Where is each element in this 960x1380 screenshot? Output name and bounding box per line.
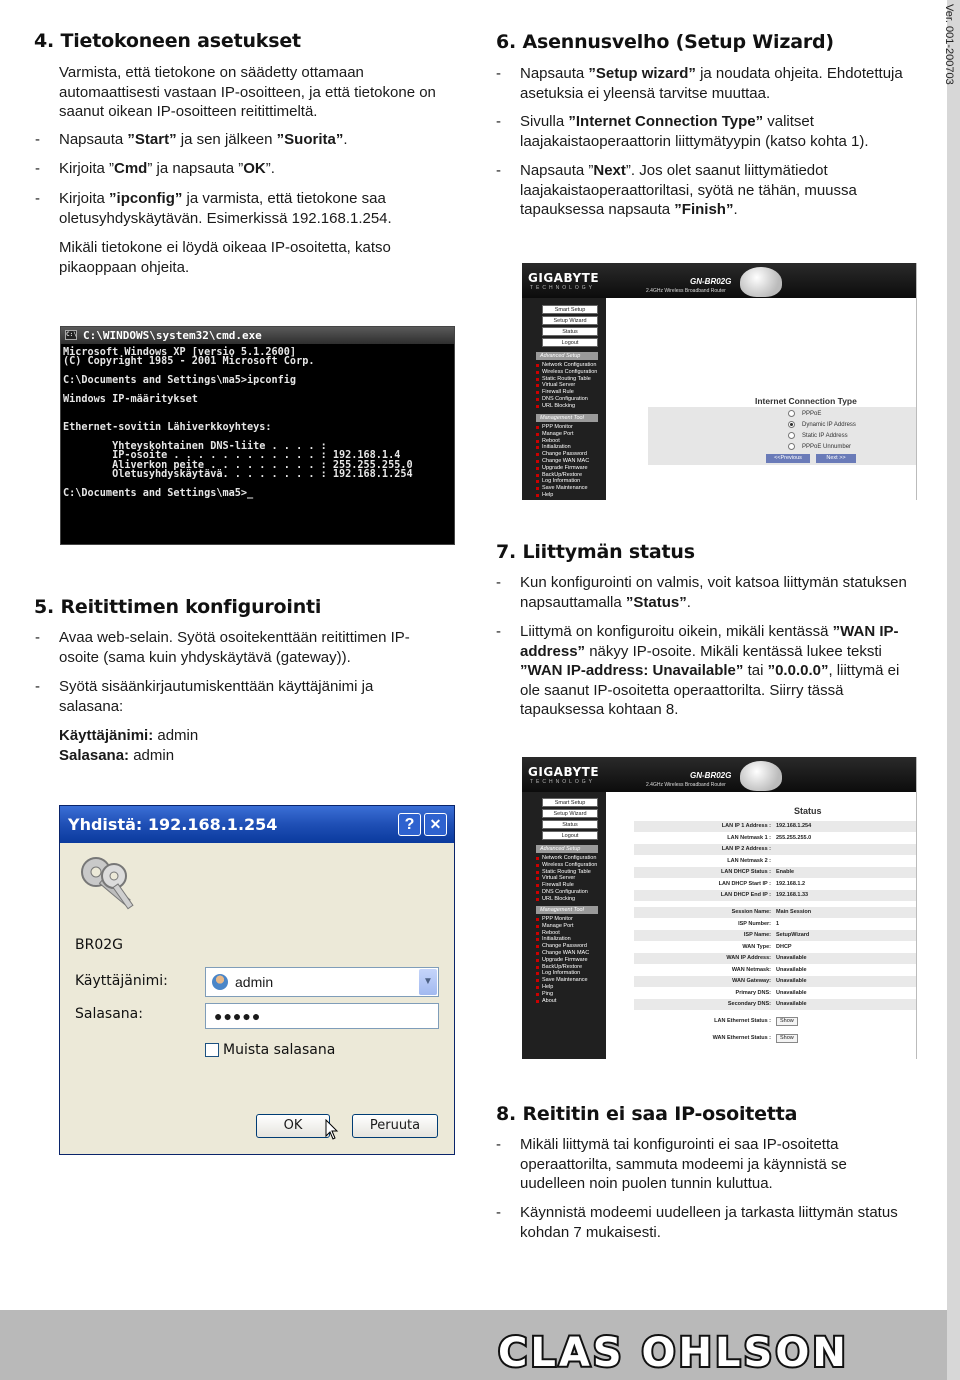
status-row (634, 953, 916, 964)
section-8-title: 8. Reititin ei saa IP-osoitetta (496, 1103, 798, 1125)
status-key: LAN IP 1 Address : (721, 823, 771, 829)
section-8-step-2: - Käynnistä modeemi uudelleen ja tarkasta liittymän status kohdan 7 mukaisesti. (496, 1204, 898, 1241)
management-tool-item[interactable]: Change Password (536, 451, 589, 458)
status-title: Status (794, 806, 822, 816)
management-tool-list (536, 916, 589, 1004)
radio-dynamic-ip[interactable]: Dynamic IP Address (788, 421, 856, 428)
radio-static-ip[interactable]: Static IP Address (788, 432, 848, 439)
section-6-step-2: - Sivulla ”Internet Connection Type” valitset laajakaistaoperaattorin liittymätyypin (katso kohta 1). (496, 113, 869, 150)
nav-status[interactable]: Status (542, 820, 598, 829)
status-row (634, 867, 916, 878)
management-tool-header: Management Tool (536, 414, 598, 422)
status-key: Primary DNS: (735, 989, 771, 996)
section-4-step-2: - Kirjoita ”Cmd” ja napsauta ”OK”. (35, 160, 275, 177)
router-status-screenshot (522, 757, 917, 1059)
status-value: SetupWizard (776, 932, 810, 938)
management-tool-item[interactable]: Manage Port (536, 923, 589, 930)
status-key: Secondary DNS: (727, 1001, 771, 1007)
status-value: 192.168.1.33 (776, 892, 809, 898)
section-8-step-1: - Mikäli liittymä tai konfigurointi ei saa IP-osoitetta operaattorilta, sammuta modeemi ja käynnistä se uudelleen noin puolen tunnin kuluttua. (496, 1136, 847, 1192)
close-button[interactable]: ✕ (424, 813, 447, 836)
brand-subtitle: TECHNOLOGY (530, 779, 596, 785)
credential-password: Salasana: admin (59, 747, 175, 764)
status-key: WAN Netmask: (731, 966, 771, 973)
router-model: GN-BR02G (690, 277, 732, 286)
router-header (522, 263, 916, 298)
next-button[interactable]: Next >> (816, 454, 856, 463)
management-tool-item[interactable]: Initialization (536, 444, 589, 451)
status-row (634, 844, 916, 855)
ict-title: Internet Connection Type (755, 396, 857, 406)
management-tool-list (536, 424, 589, 499)
advanced-setup-item[interactable]: Network Configuration (536, 362, 597, 369)
password-label: Salasana: (75, 1006, 143, 1022)
status-value: Main Session (776, 909, 812, 915)
ok-button[interactable]: OK (256, 1114, 330, 1138)
advanced-setup-item[interactable]: DNS Configuration (536, 889, 597, 896)
section-5-title: 5. Reitittimen konfigurointi (34, 596, 322, 618)
status-row (634, 942, 916, 953)
status-value: Unavailable (776, 989, 807, 996)
cmd-titlebar: C:\ C:\WINDOWS\system32\cmd.exe (61, 327, 454, 344)
management-tool-item[interactable]: PPP Monitor (536, 916, 589, 923)
status-value: Unavailable (776, 978, 807, 984)
nav-setup-wizard[interactable]: Setup Wizard (542, 809, 598, 818)
advanced-setup-item[interactable]: DNS Configuration (536, 396, 597, 403)
section-4-step-1: - Napsauta ”Start” ja sen jälkeen ”Suorita”. (35, 131, 348, 148)
previous-button[interactable]: <<Previous (766, 454, 810, 463)
section-4-title: 4. Tietokoneen asetukset (34, 30, 301, 52)
status-row (634, 930, 916, 941)
section-5-step-1: - Avaa web-selain. Syötä osoitekenttään reitittimen IP-osoite (sama kuin yhdyskäytävä (gateway)). (35, 629, 410, 666)
section-6-step-1: - Napsauta ”Setup wizard” ja noudata ohjeita. Ehdotettuja asetuksia ei yleensä tarvitse muuttaa. (496, 65, 903, 102)
cancel-button[interactable]: Peruuta (352, 1114, 438, 1138)
username-value: admin (235, 974, 274, 990)
section-7-step-2: - Liittymä on konfiguroitu oikein, mikäli kentässä ”WAN IP-address” näkyy IP-osoite. Mikäli kentässä lukee teksti ”WAN IP-address: Unavailable” tai ”0.0.0.0”, liittymä ei ole saanut IP-osoitetta operaattorilta. Siirry tässä tapauksessa kohtaan 8. (496, 623, 900, 718)
status-row (634, 856, 916, 867)
version-text: Ver. 001-200703 (943, 4, 955, 85)
advanced-setup-item[interactable]: Wireless Configuration (536, 369, 597, 376)
router-model-subtitle: 2.4GHz Wireless Broadband Router (646, 288, 726, 294)
management-tool-item[interactable]: Log Information (536, 970, 589, 977)
status-key: ISP Name: (743, 932, 771, 938)
management-tool-item[interactable]: Reboot (536, 438, 589, 445)
router-device-image (740, 267, 782, 297)
login-titlebar (60, 806, 454, 843)
credential-username: Käyttäjänimi: admin (59, 727, 199, 744)
cmd-output: Microsoft Windows XP [versio 5.1.2600] (C) Copyright 1985 - 2001 Microsoft Corp. C:\Documents and Settings\ma5>ipconfig Windows IP-määritykset Ethernet-sovitin Lähiverkkoyhteys: Yhteyskohtainen DNS-liite . . . . : IP-osoite . . . . . . . . . . . . : 192.168.1.4 Aliverkon peite . . . . . . . . . : 255.255.255.0 Oletusyhdyskäytävä. . . . . . . . : 192.168.1.254 C:\Documents and Settings\ma5>_ (63, 347, 413, 500)
login-title: Yhdistä: 192.168.1.254 (68, 815, 278, 834)
status-row (634, 879, 916, 890)
keys-icon (74, 850, 146, 922)
advanced-setup-item[interactable]: Static Routing Table (536, 869, 597, 876)
username-combobox[interactable] (205, 967, 439, 997)
brand-subtitle: TECHNOLOGY (530, 285, 596, 291)
advanced-setup-item[interactable]: Firewall Rule (536, 882, 597, 889)
section-4-step-3: - Kirjoita ”ipconfig” ja varmista, että tietokone saa oletusyhdyskäytävän. Esimerkissä 192.168.1.254. (35, 190, 392, 227)
gigabyte-logo: GIGABYTE (528, 271, 600, 285)
status-row (634, 976, 916, 987)
status-row (634, 907, 916, 918)
status-row (634, 890, 916, 901)
status-row (634, 965, 916, 976)
router-sidebar (522, 298, 606, 500)
advanced-setup-item[interactable]: Static Routing Table (536, 376, 597, 383)
router-device-image (740, 761, 782, 791)
management-tool-item[interactable]: Help (536, 984, 589, 991)
management-tool-item[interactable]: Initialization (536, 936, 589, 943)
section-5-step-2: - Syötä sisäänkirjautumiskenttään käyttäjänimi ja salasana: (35, 678, 374, 715)
mouse-cursor-icon (325, 1119, 339, 1141)
realm-label: BR02G (75, 937, 123, 953)
version-label (940, 4, 958, 114)
status-value: DHCP (776, 943, 792, 950)
management-tool-item[interactable]: Change WAN MAC (536, 458, 589, 465)
nav-setup-wizard[interactable]: Setup Wizard (542, 316, 598, 325)
advanced-setup-item[interactable]: Virtual Server (536, 875, 597, 882)
router-model: GN-BR02G (690, 771, 732, 780)
status-key: LAN DHCP Start IP : (718, 880, 771, 887)
management-tool-item[interactable]: Upgrade Firmware (536, 957, 589, 964)
status-key: LAN DHCP End IP : (720, 892, 771, 898)
router-sidebar (522, 792, 606, 1059)
status-key: WAN Type: (742, 943, 771, 950)
advanced-setup-item[interactable]: Virtual Server (536, 382, 597, 389)
advanced-setup-item[interactable]: Firewall Rule (536, 389, 597, 396)
status-row (634, 988, 916, 999)
management-tool-item[interactable]: Reboot (536, 930, 589, 937)
ict-options-panel (648, 407, 917, 465)
status-key: Session Name: (731, 909, 771, 915)
advanced-setup-list (536, 855, 597, 903)
chevron-down-icon[interactable]: ▼ (419, 969, 437, 995)
status-key: LAN Netmask 1 : (727, 834, 771, 841)
status-key: LAN DHCP Status : (720, 869, 771, 875)
status-value: Unavailable (776, 1001, 807, 1007)
nav-smart-setup[interactable]: Smart Setup (542, 305, 598, 314)
status-value: Unavailable (776, 966, 807, 973)
advanced-setup-item[interactable]: URL Blocking (536, 896, 597, 903)
status-key: WAN Gateway: (732, 978, 771, 984)
router-wizard-screenshot (522, 263, 917, 500)
status-row (634, 999, 916, 1010)
user-icon (212, 974, 228, 990)
username-label: Käyttäjänimi: (75, 973, 168, 989)
wan-ethernet-row: WAN Ethernet Status : Show (634, 1033, 916, 1044)
radio-pppoe-unnumber[interactable]: PPPoE Unnumber (788, 443, 851, 450)
status-row (634, 821, 916, 832)
lan-ethernet-row: LAN Ethernet Status : Show (634, 1016, 916, 1027)
nav-smart-setup[interactable]: Smart Setup (542, 798, 598, 807)
management-tool-item[interactable]: Save Maintenance (536, 977, 589, 984)
status-key: WAN IP Address: (726, 955, 771, 961)
management-tool-item[interactable]: BackUp/Restore (536, 472, 589, 479)
nav-status[interactable]: Status (542, 327, 598, 336)
advanced-setup-header: Advanced Setup (536, 845, 598, 853)
management-tool-item[interactable]: Ping (536, 991, 589, 998)
advanced-setup-item[interactable]: URL Blocking (536, 403, 597, 410)
advanced-setup-item[interactable]: Wireless Configuration (536, 862, 597, 869)
status-key: LAN IP 2 Address : (721, 846, 771, 852)
remember-password-checkbox[interactable] (205, 1043, 219, 1057)
cmd-window (60, 326, 455, 545)
status-value: 192.168.1.2 (776, 880, 806, 887)
management-tool-item[interactable]: PPP Monitor (536, 424, 589, 431)
remember-password-label: Muista salasana (223, 1042, 336, 1058)
management-tool-item[interactable]: Upgrade Firmware (536, 465, 589, 472)
status-value: Enable (776, 869, 795, 875)
cmd-icon: C:\ (66, 331, 77, 338)
status-value: Unavailable (776, 955, 807, 961)
status-row (634, 833, 916, 844)
help-button[interactable]: ? (398, 813, 421, 836)
right-edge-band (947, 0, 960, 1380)
section-6-title: 6. Asennusvelho (Setup Wizard) (496, 31, 834, 53)
management-tool-header: Management Tool (536, 906, 598, 914)
management-tool-item[interactable]: Log Information (536, 478, 589, 485)
status-key: ISP Number: (738, 920, 771, 927)
status-value: 255.255.255.0 (776, 834, 812, 841)
status-row (634, 919, 916, 930)
status-value: 192.168.1.254 (776, 823, 812, 829)
management-tool-item[interactable]: Save Maintenance (536, 485, 589, 492)
password-field[interactable] (205, 1003, 439, 1029)
wan-show-button[interactable]: Show (776, 1034, 798, 1043)
section-6-step-3: - Napsauta ”Next”. Jos olet saanut liittymätiedot laajakaistaoperaattoriltasi, syötä ne tähän, muussa tapauksessa napsauta ”Finish”. (496, 162, 857, 218)
status-key: LAN Netmask 2 : (727, 857, 771, 864)
lan-show-button[interactable]: Show (776, 1017, 798, 1026)
radio-pppoe[interactable]: PPPoE (788, 410, 821, 417)
advanced-setup-item[interactable]: Network Configuration (536, 855, 597, 862)
management-tool-item[interactable]: Change Password (536, 943, 589, 950)
section-4-note: Mikäli tietokone ei löydä oikeaa IP-osoitetta, katso pikaoppaan ohjeita. (59, 239, 391, 276)
gigabyte-logo: GIGABYTE (528, 765, 600, 779)
status-value: 1 (776, 920, 780, 927)
advanced-setup-header: Advanced Setup (536, 352, 598, 360)
password-value: ●●●●● (214, 1008, 262, 1024)
clas-ohlson-logo: CLAS OHLSON (498, 1330, 849, 1376)
section-7-title: 7. Liittymän status (496, 541, 695, 563)
section-4-intro: Varmista, että tietokone on säädetty ottamaan automaattisesti vastaan IP-osoitteen, ja että tietokone on saanut oikean IP-osoitteen reitittimeltä. (59, 64, 436, 120)
router-header (522, 757, 916, 792)
management-tool-item[interactable]: BackUp/Restore (536, 964, 589, 971)
router-model-subtitle: 2.4GHz Wireless Broadband Router (646, 782, 726, 788)
advanced-setup-list (536, 362, 597, 410)
management-tool-item[interactable]: Manage Port (536, 431, 589, 438)
nav-logout[interactable]: Logout (542, 338, 598, 347)
nav-logout[interactable]: Logout (542, 831, 598, 840)
login-dialog (59, 805, 455, 1155)
section-7-step-1: - Kun konfigurointi on valmis, voit katsoa liittymän statuksen napsauttamalla ”Status”. (496, 574, 907, 611)
management-tool-item[interactable]: Change WAN MAC (536, 950, 589, 957)
management-tool-item[interactable]: Help (536, 492, 589, 499)
management-tool-item[interactable]: About (536, 998, 589, 1005)
